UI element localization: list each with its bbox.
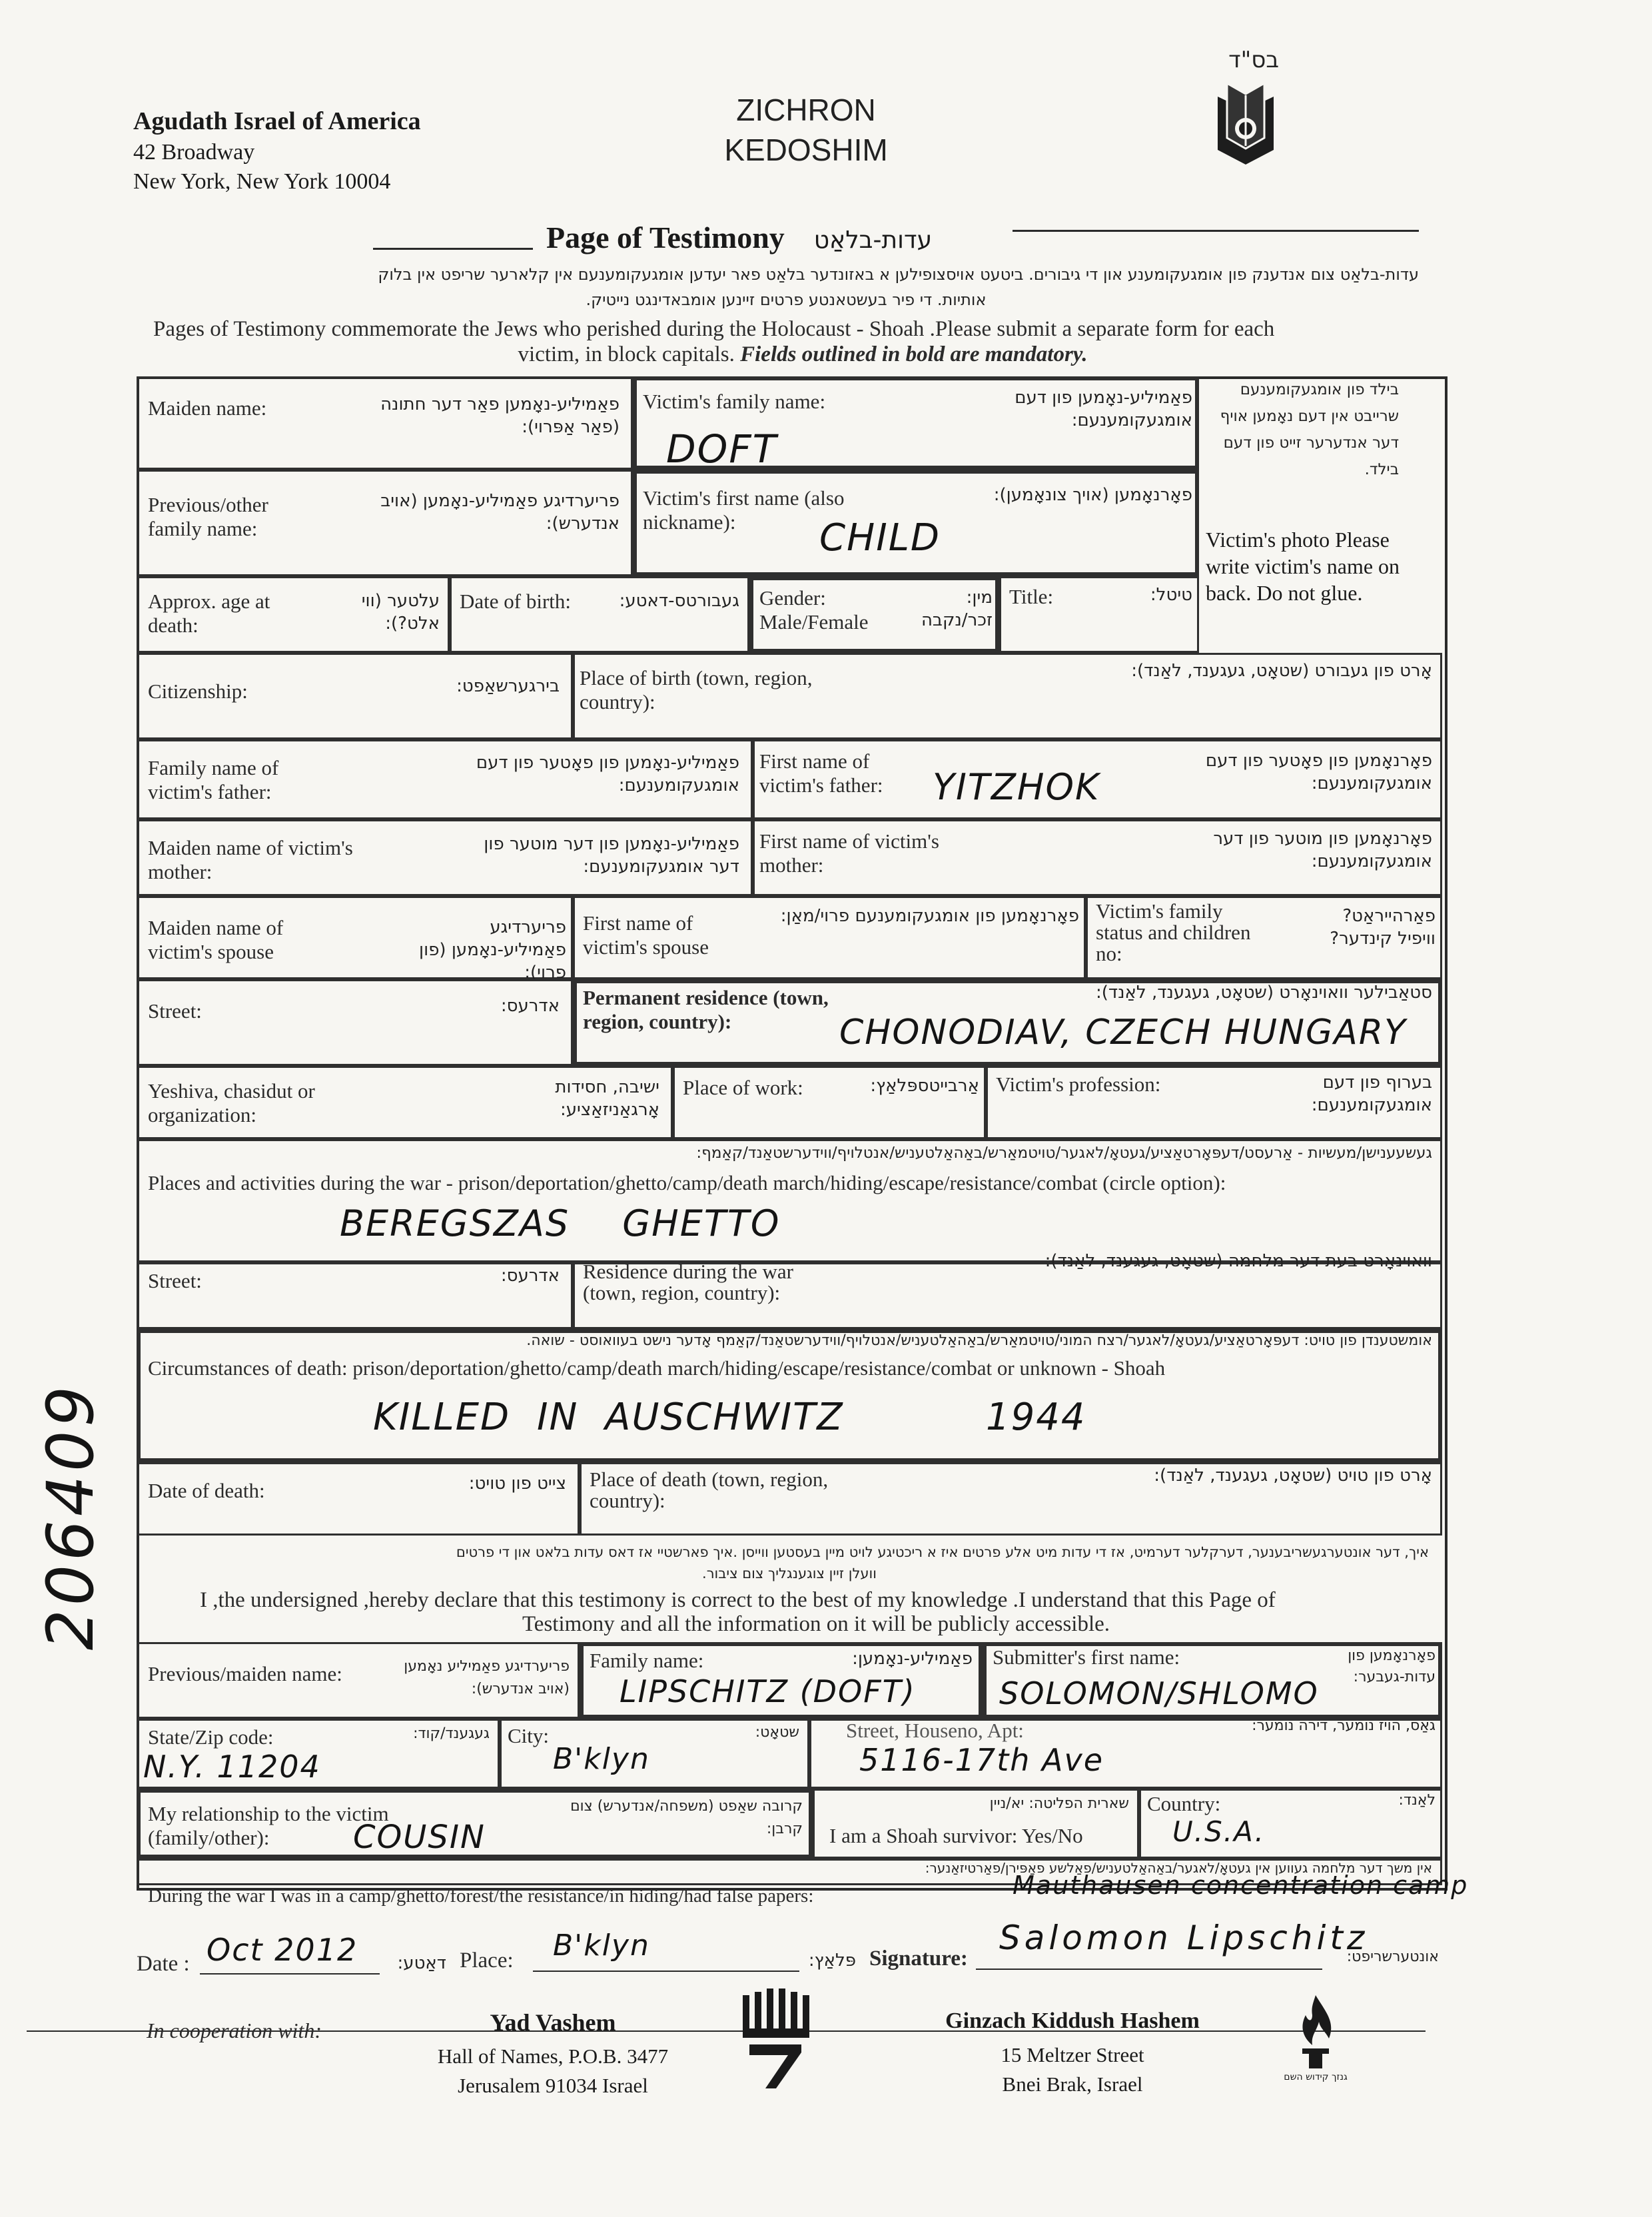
spouse-maiden-label: Maiden name of victim's spouse bbox=[148, 916, 284, 963]
spouse-first-label: First name of victim's spouse bbox=[583, 911, 709, 959]
country-he: לאַנד: bbox=[1398, 1792, 1436, 1809]
page-title-he: עדות-בלאַט bbox=[813, 226, 933, 254]
page-title-en: Page of Testimony bbox=[546, 221, 785, 254]
country-value: U.S.A. bbox=[1172, 1815, 1265, 1848]
residence-he: סטאַבילער וואוינאָרט (שטאָט, געגענד, לאַנד): bbox=[1096, 983, 1432, 1003]
yeshiva-label: Yeshiva, chasidut or organization: bbox=[148, 1079, 315, 1126]
title-line2: KEDOSHIM bbox=[724, 133, 888, 167]
previous-name-he: פריערדיגע פאַמיליע-נאָמען (אויב אנדערש): bbox=[380, 491, 620, 534]
street-house-he: גאַס, הויז נומער, דירה נומער: bbox=[1252, 1717, 1436, 1734]
mother-first-label: First name of victim's mother: bbox=[759, 829, 939, 877]
war-street-he: אדרעס: bbox=[500, 1266, 560, 1286]
city-he: שטאָט: bbox=[755, 1724, 799, 1741]
org-address-line1: 42 Broadway bbox=[133, 140, 255, 165]
submitter-previous-name-label: Previous/maiden name: bbox=[148, 1662, 342, 1685]
father-first-he: פאָרנאָמען פון פאָטער פון דעם אומגעקומענעם: bbox=[1205, 751, 1432, 793]
declaration-he-2: וועלן זיין צוגענגליך צום ציבור. bbox=[702, 1565, 877, 1581]
bsd-mark: בס"ד bbox=[1228, 47, 1279, 73]
gender-he: מין: זכר/נקבה bbox=[921, 588, 993, 630]
wartime-location-value: Mauthausen concentration camp bbox=[1013, 1871, 1469, 1900]
dob-label: Date of birth: bbox=[460, 590, 572, 613]
maiden-name-label: Maiden name: bbox=[148, 396, 267, 420]
state-zip-he: געגענד/קוד: bbox=[413, 1725, 490, 1742]
father-first-value: YITZHOK bbox=[933, 766, 1100, 808]
title-rule-left bbox=[373, 248, 533, 250]
place-of-birth-label: Place of birth (town, region, country): bbox=[580, 666, 813, 713]
zichron-title bbox=[666, 90, 946, 170]
org-address-line2: New York, New York 10004 bbox=[133, 169, 391, 194]
place-of-birth-he: אָרט פון געבורט (שטאָט, געגענד, לאַנד): bbox=[1131, 661, 1432, 681]
circumstances-label bbox=[148, 1356, 1434, 1380]
ginzach-block bbox=[913, 2008, 1232, 2096]
ginzach-logo bbox=[1279, 1995, 1352, 2102]
relationship-value: COUSIN bbox=[353, 1819, 486, 1856]
circumstances-year: 1944 bbox=[986, 1396, 1086, 1439]
yad-vashem-logo bbox=[736, 1989, 816, 2092]
father-family-he: פאַמיליע-נאָמען פון פאָטער פון דעם אומגעקומענעם: bbox=[476, 753, 739, 795]
previous-name-label: Previous/other family name: bbox=[148, 493, 268, 540]
submitter-first-name-label: Submitter's first name: bbox=[993, 1645, 1180, 1669]
place-value: B'klyn bbox=[553, 1929, 650, 1963]
page-title bbox=[546, 220, 1013, 255]
state-zip-label: State/Zip code: bbox=[148, 1725, 274, 1749]
org-name: Agudath Israel of America bbox=[133, 107, 421, 135]
first-name-he: פאָרנאָמען (אויך צונאָמען): bbox=[993, 485, 1192, 505]
family-name-label: Victim's family name: bbox=[643, 390, 826, 413]
family-name-value: DOFT bbox=[666, 426, 778, 472]
signature-underline[interactable] bbox=[976, 1969, 1322, 1970]
title-label: Title: bbox=[1009, 585, 1054, 608]
yeshiva-he: ישיבה, חסידות אָרגאַניזאַציע: bbox=[555, 1077, 659, 1120]
ginzach-addr2: Bnei Brak, Israel bbox=[1002, 2072, 1143, 2096]
age-he: עלטער (ווי אלט?): bbox=[361, 591, 440, 634]
circumstances-he: אומשטענדן פון טויט: דעפּאָרטאַציע/געטאָ/לאגער/רצח המוני/טויטמאַרש/באַהאַלטעניש/אנטלויף/ווידערשטאַנד/קאַמף אָדער נישט בעוואוסט - שואה. bbox=[526, 1332, 1432, 1349]
war-residence-label: Residence during the war (town, region, country): bbox=[583, 1260, 793, 1304]
street-field[interactable] bbox=[137, 979, 573, 1066]
street-he: אדרעס: bbox=[500, 996, 560, 1016]
wartime-location-he: אין משך דער מלחמה געווען אין געטאָ/לאגער/באַהאַלטעניש/פאַלשע פאַפּירן/פאַרטיזאַנער: bbox=[925, 1860, 1432, 1876]
yad-vashem-addr1: Hall of Names, P.O.B. 3477 bbox=[437, 2044, 669, 2068]
relationship-he: קרובה שאַפט (משפחה/אנדערש) צום קרבן: bbox=[570, 1798, 803, 1837]
dob-field[interactable] bbox=[450, 576, 749, 653]
war-activities-value: BEREGSZAS GHETTO bbox=[340, 1202, 781, 1244]
father-family-label: Family name of victim's father: bbox=[148, 756, 279, 803]
profession-he: בערוף פון דעם אומגעקומענעם: bbox=[1311, 1073, 1432, 1115]
residence-value: CHONODIAV, CZECH HUNGARY bbox=[839, 1013, 1407, 1053]
first-name-label: Victim's first name (also nickname): bbox=[643, 486, 845, 534]
dob-he: געבורטס-דאטע: bbox=[619, 591, 739, 611]
title-he: טיטל: bbox=[1150, 585, 1192, 605]
residence-label: Permanent residence (town, region, country): bbox=[583, 986, 829, 1033]
father-first-label: First name of victim's father: bbox=[759, 749, 883, 797]
profession-label: Victim's profession: bbox=[996, 1073, 1161, 1096]
intro-hebrew-2: אותיות. די פיר בעשטאנטע פרטים זיינען אומבאדינגט נייטיק. bbox=[586, 290, 987, 309]
place-underline[interactable] bbox=[533, 1971, 799, 1972]
book-logo bbox=[1212, 77, 1279, 167]
intro-hebrew-1: עדות-בלאַט צום אנדענק פון אומגעקומענע און די גיבורים. ביטעט אויסצופילען א באזונדער בלאַט פאר יעדען אומגעקומענעם אין קלארער שריפט אין בלוק bbox=[378, 265, 1419, 284]
street-label: Street: bbox=[148, 999, 202, 1023]
relationship-label: My relationship to the victim (family/other): bbox=[148, 1802, 389, 1849]
place-label: Place: bbox=[460, 1949, 514, 1973]
country-label: Country: bbox=[1147, 1792, 1221, 1815]
submitter-first-name-he: פאָרנאָמען פון עדות-געבער: bbox=[1348, 1647, 1436, 1685]
date-he: דאַטע: bbox=[397, 1953, 446, 1973]
war-street-label: Street: bbox=[148, 1269, 202, 1292]
submitter-family-name-he: פאַמיליע-נאָמען: bbox=[852, 1649, 973, 1669]
ginzach-name: Ginzach Kiddush Hashem bbox=[945, 2008, 1200, 2033]
spouse-maiden-he: פריערדיגע פאַמיליע-נאָמען (פון פרוי): bbox=[419, 917, 566, 983]
yad-vashem-addr2: Jerusalem 91034 Israel bbox=[458, 2074, 648, 2097]
mother-first-he: פאָרנאָמען פון מוטער פון דער אומגעקומענעם: bbox=[1213, 829, 1432, 871]
street-house-value: 5116-17th Ave bbox=[859, 1742, 1104, 1778]
date-value: Oct 2012 bbox=[206, 1932, 358, 1968]
mother-maiden-label: Maiden name of victim's mother: bbox=[148, 836, 353, 883]
submitter-family-name-label: Family name: bbox=[590, 1649, 704, 1672]
declaration-he-1: איך, דער אונטערגעשריבענער, דערקלער דערמיט, אז די עדות מיט אלע פרטים איז א ריכטיגע לויט מיין בעסטען ווייסן .איך פארשטיי אז דאס עדות בלאט און די פרטים bbox=[456, 1544, 1429, 1560]
submitter-first-name-value: SOLOMON/SHLOMO bbox=[999, 1675, 1319, 1711]
yad-vashem-block bbox=[400, 2008, 706, 2098]
family-status-label: Victim's family status and children no: bbox=[1096, 899, 1251, 965]
org-block bbox=[133, 107, 506, 195]
state-zip-value: N.Y. 11204 bbox=[143, 1749, 321, 1785]
war-activities-he: געשעענישן/מעשיות - אַרעסט/דעפּאָרטאַציע/געטאָ/לאגער/טויטמאַרש/באַהאַלטעניש/אנטלויף/ווידערשטאַנד/קאַמף: bbox=[696, 1144, 1432, 1162]
submitter-family-name-value: LIPSCHITZ (DOFT) bbox=[620, 1673, 916, 1709]
submitter-previous-name-he: פריערדיגע פאַמיליע נאָמען (אויב אנדערש): bbox=[404, 1658, 570, 1697]
street-house-label: Street, Houseno, Apt: bbox=[846, 1719, 1024, 1742]
first-name-value: CHILD bbox=[819, 516, 941, 560]
spouse-first-he: פאָרנאָמען פון אומגעקומענעם פרוי/מאַן: bbox=[780, 906, 1079, 926]
age-label: Approx. age at death: bbox=[148, 590, 270, 637]
ginzach-addr1: 15 Meltzer Street bbox=[1001, 2043, 1144, 2066]
photo-instructions-he: בילד פון אומגעקומענעם שרייבט אין דעם נאָמען אויף דער אנדערער זייט פון דעם בילד. bbox=[1220, 381, 1399, 478]
city-label: City: bbox=[508, 1724, 550, 1747]
family-name-he: פאַמיליע-נאָמען פון דעם אומגעקומענעם: bbox=[1015, 388, 1192, 430]
place-of-death-label: Place of death (town, region, country): bbox=[590, 1468, 829, 1512]
signature-he: אונטערשריפט: bbox=[1346, 1949, 1439, 1965]
place-of-death-he: אָרט פון טויט (שטאָט, געגענד, לאַנד): bbox=[1154, 1466, 1432, 1486]
date-label: Date : bbox=[137, 1952, 190, 1976]
citizenship-he: בירגערשאַפט: bbox=[456, 676, 560, 696]
work-place-he: אַרבייטספּלאַץ: bbox=[870, 1076, 979, 1096]
intro-english-2 bbox=[153, 342, 1452, 366]
wartime-location-label: During the war I was in a camp/ghetto/forest/the resistance/in hiding/had false papers: bbox=[148, 1885, 814, 1907]
family-status-he: פאַרהייראַט? וויפיל קינדער? bbox=[1330, 906, 1436, 949]
title-line1: ZICHRON bbox=[736, 93, 876, 127]
declaration-en-1: I ,the undersigned ,hereby declare that this testimony is correct to the best of my knowledge .I understand that this Page of bbox=[200, 1588, 1276, 1612]
place-he: פּלאַץ: bbox=[808, 1951, 856, 1971]
intro-mandatory-note: Fields outlined in bold are mandatory. bbox=[740, 342, 1088, 366]
photo-instructions-en: Victim's photo Please write victim's name on back. Do not glue. bbox=[1206, 528, 1400, 605]
work-place-label: Place of work: bbox=[683, 1076, 803, 1099]
date-underline[interactable] bbox=[200, 1973, 380, 1975]
date-of-death-label: Date of death: bbox=[148, 1479, 265, 1502]
circumstances-text: Circumstances of death: prison/deportation/ghetto/camp/death march/hiding/escape/resistance/combat or unknown - Shoah bbox=[148, 1356, 1166, 1380]
mother-maiden-he: פאַמיליע-נאָמען פון דער מוטער פון דער אומגעקומענעם: bbox=[484, 834, 739, 877]
cooperation-label: In cooperation with: bbox=[147, 2018, 322, 2042]
city-value: B'klyn bbox=[553, 1742, 650, 1776]
signature-value: Salomon Lipschitz bbox=[999, 1919, 1369, 1957]
gender-label: Gender: Male/Female bbox=[759, 586, 869, 634]
survivor-he: שארית הפליטה: יא/ניין bbox=[989, 1795, 1129, 1812]
date-of-death-he: צייט פון טויט: bbox=[468, 1474, 566, 1494]
signature-label: Signature: bbox=[869, 1947, 968, 1971]
war-activities-label: Places and activities during the war - prison/deportation/ghetto/camp/death march/hiding/escape/resistance/combat (circle option): bbox=[148, 1171, 1226, 1194]
margin-number: 206409 bbox=[33, 1382, 109, 1651]
ginzach-logo-text: גנזך קידוש השם bbox=[1284, 2072, 1348, 2082]
war-residence-he: וואוינאָרט בעת דער מלחמה (שטאָט, געגענד, לאַנד): bbox=[1044, 1251, 1432, 1271]
circumstances-value: KILLED IN AUSCHWITZ bbox=[373, 1396, 844, 1439]
maiden-name-he: פאַמיליע-נאָמען פאַר דער חתונה (פאַר אַפּרוי): bbox=[380, 394, 620, 437]
survivor-label: I am a Shoah survivor: Yes/No bbox=[829, 1824, 1083, 1847]
title-rule-right bbox=[1013, 230, 1419, 232]
intro-english-2a: victim, in block capitals. bbox=[518, 342, 735, 366]
intro-english-1: Pages of Testimony commemorate the Jews who perished during the Holocaust - Shoah .Please submit a separate form for each bbox=[153, 317, 1275, 341]
yad-vashem-name: Yad Vashem bbox=[490, 2009, 616, 2036]
citizenship-label: Citizenship: bbox=[148, 679, 248, 703]
declaration-en-2: Testimony and all the information on it will be publicly accessible. bbox=[522, 1612, 1110, 1636]
